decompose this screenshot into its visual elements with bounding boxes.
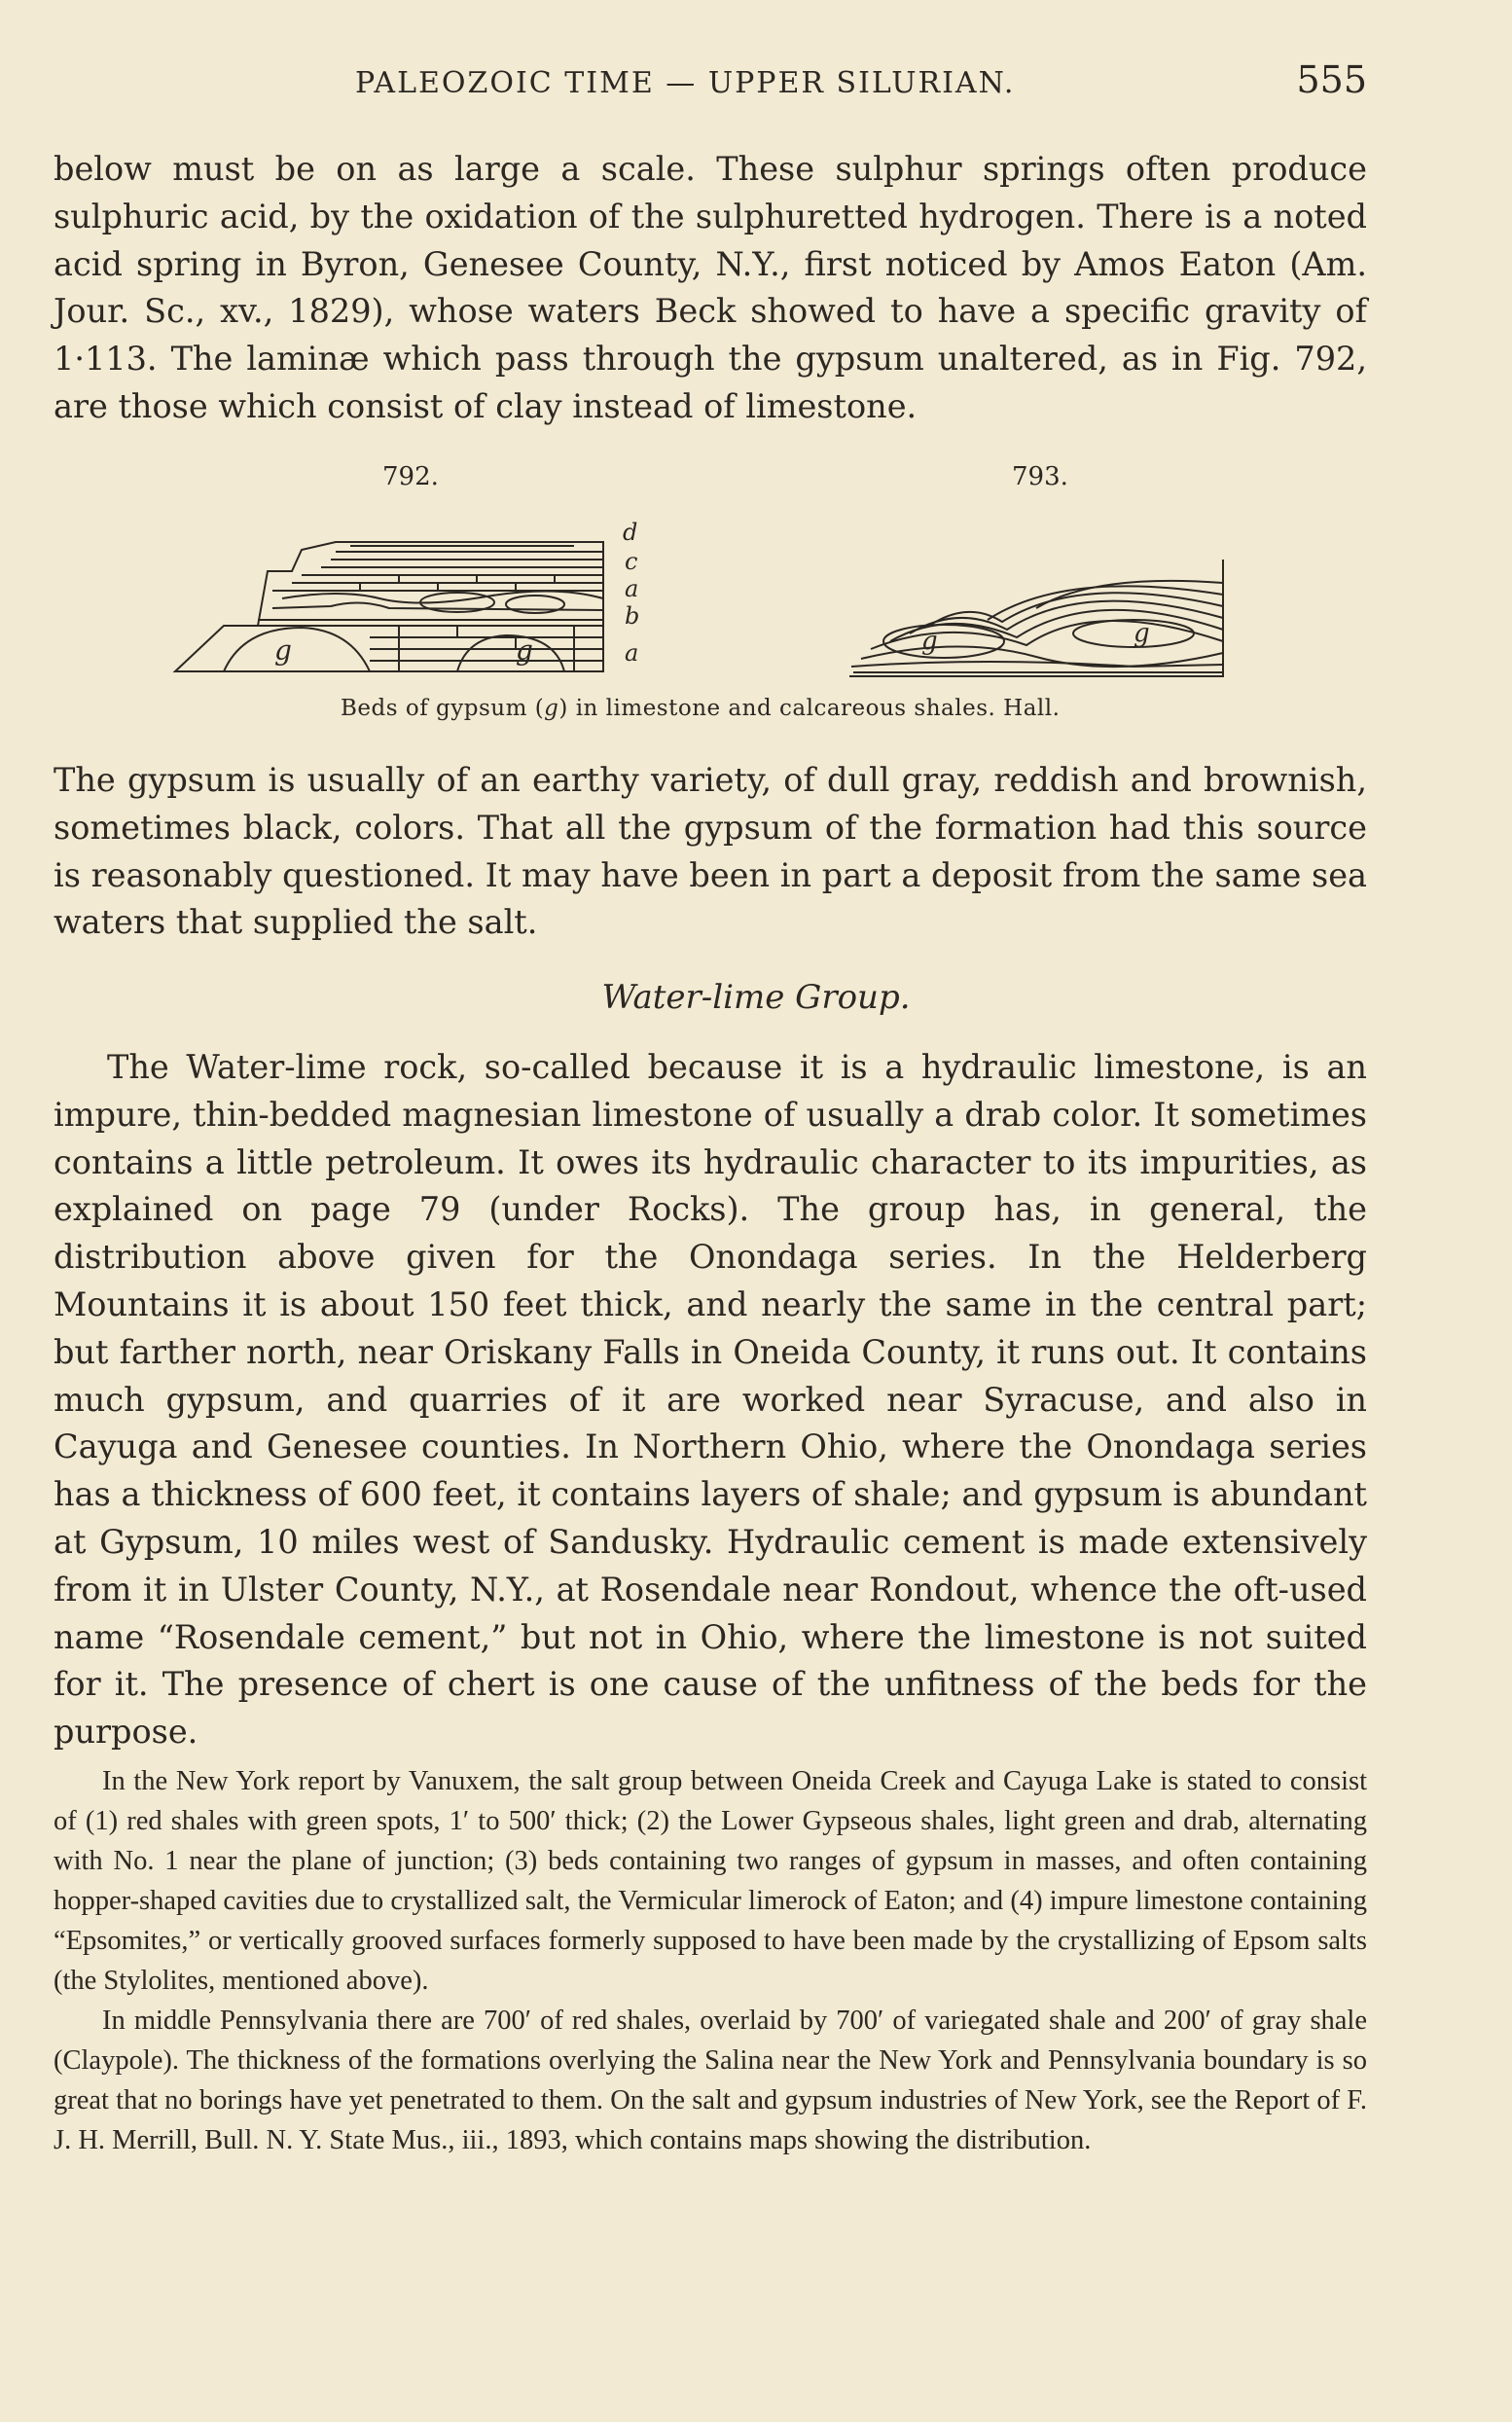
page-header [54, 58, 1367, 117]
caption-suffix: ) in limestone and calcareous shales. Hall. [558, 696, 1061, 721]
figure-792-gypsum-beds [165, 501, 691, 681]
figure-793-bed-label-left: g [921, 627, 938, 656]
footnotes [54, 1761, 1367, 2160]
running-head: PALEOZOIC TIME — UPPER SILURIAN. [355, 66, 1016, 100]
paragraph-water-lime [54, 1044, 1367, 1756]
paragraph-text: The gypsum is usually of an earthy variety, of dull gray, reddish and brownish, sometimes black, colors. That all the gypsum of the formation had this source is reasonably questioned. It may have been in part a deposit from the same sea waters that supplied the salt. [54, 761, 1367, 942]
figure-792-number: 792. [382, 462, 439, 491]
page-number: 555 [1296, 58, 1367, 101]
figure-793-number: 793. [1012, 462, 1068, 491]
paragraph-gypsum-variety [54, 757, 1367, 947]
caption-prefix: Beds of gypsum ( [341, 696, 545, 721]
figure-792-label-d: d [623, 519, 638, 546]
paragraph-text: The Water-lime rock, so-called because it is a hydraulic limestone, is an impure, thin-bedded magnesian limestone of usually a drab color. It sometimes contains a little petroleum. It owes its hydraulic character to its impurities, as explained on page 79 (under Rocks). The group has, in general, the distribution above given for the Onondaga series. In the Helderberg Mountains it is about 150 feet thick, and nearly the same in the central part; but farther north, near Oriskany Falls in Oneida County, it runs out. It contains much gypsum, and quarries of it are worked near Syracuse, and also in Cayuga and Genesee counties. In Northern Ohio, where the Onondaga series has a thickness of 600 feet, it contains layers of shale; and gypsum is abundant at Gypsum, 10 miles west of Sandusky. Hydraulic cement is made extensively from it in Ulster County, N.Y., at Rosendale near Rondout, whence the oft-used name “Rosendale cement,” but not in Ohio, where the limestone is not suited for it. The presence of chert is one cause of the unfitness of the beds for the purpose. [54, 1048, 1367, 1752]
section-title: Water-lime Group. [601, 978, 911, 1017]
figure-792-label-a-upper: a [625, 575, 639, 602]
figure-792-bed-label-right: g [516, 634, 533, 667]
caption-g: g [544, 696, 559, 721]
figure-792-label-c: c [625, 548, 638, 575]
note-vanuxem: In the New York report by Vanuxem, the salt group between Oneida Creek and Cayuga Lake is stated to consist of (1) red shales with green spots, 1′ to 500′ thick; (2) the Lower Gypseous shales, light green and drab, alternating with No. 1 near the plane of junction; (3) beds containing two ranges of gypsum in masses, and often containing hopper-shaped cavities due to crystallized salt, the Vermicular limerock of Eaton; and (4) impure limestone containing “Epsomites,” or vertically grooved surfaces formerly supposed to have been made by the crystallizing of Epsom salts (the Stylolites, mentioned above). [54, 1766, 1367, 1996]
figure-793-gypsum-lenses [842, 540, 1231, 686]
figure-793-bed-label-right: g [1134, 619, 1150, 648]
paragraph-sulphur-springs [54, 146, 1367, 431]
figure-792-bed-label-left: g [274, 634, 292, 667]
figure-792-label-a-lower: a [625, 639, 639, 667]
figure-caption [341, 696, 1060, 721]
paragraph-text: below must be on as large a scale. These sulphur springs often produce sulphuric acid, by the oxidation of the sulphuretted hydrogen. There is a noted acid spring in Byron, Genesee County, N.Y., first noticed by Amos Eaton (Am. Jour. Sc., xv., 1829), whose waters Beck showed to have a specific gravity of 1·113. The laminæ which pass through the gypsum unaltered, as in Fig. 792, are those which consist of clay instead of limestone. [54, 150, 1367, 425]
figure-792-label-b: b [625, 602, 640, 630]
note-pennsylvania: In middle Pennsylvania there are 700′ of red shales, overlaid by 700′ of variegated shale and 200′ of gray shale (Claypole). The thickness of the formations overlying the Salina near the New York and Pennsylvania boundary is so great that no borings have yet penetrated to them. On the salt and gypsum industries of New York, see the Report of F. J. H. Merrill, Bull. N. Y. State Mus., iii., 1893, which contains maps showing the distribution. [54, 2006, 1367, 2155]
